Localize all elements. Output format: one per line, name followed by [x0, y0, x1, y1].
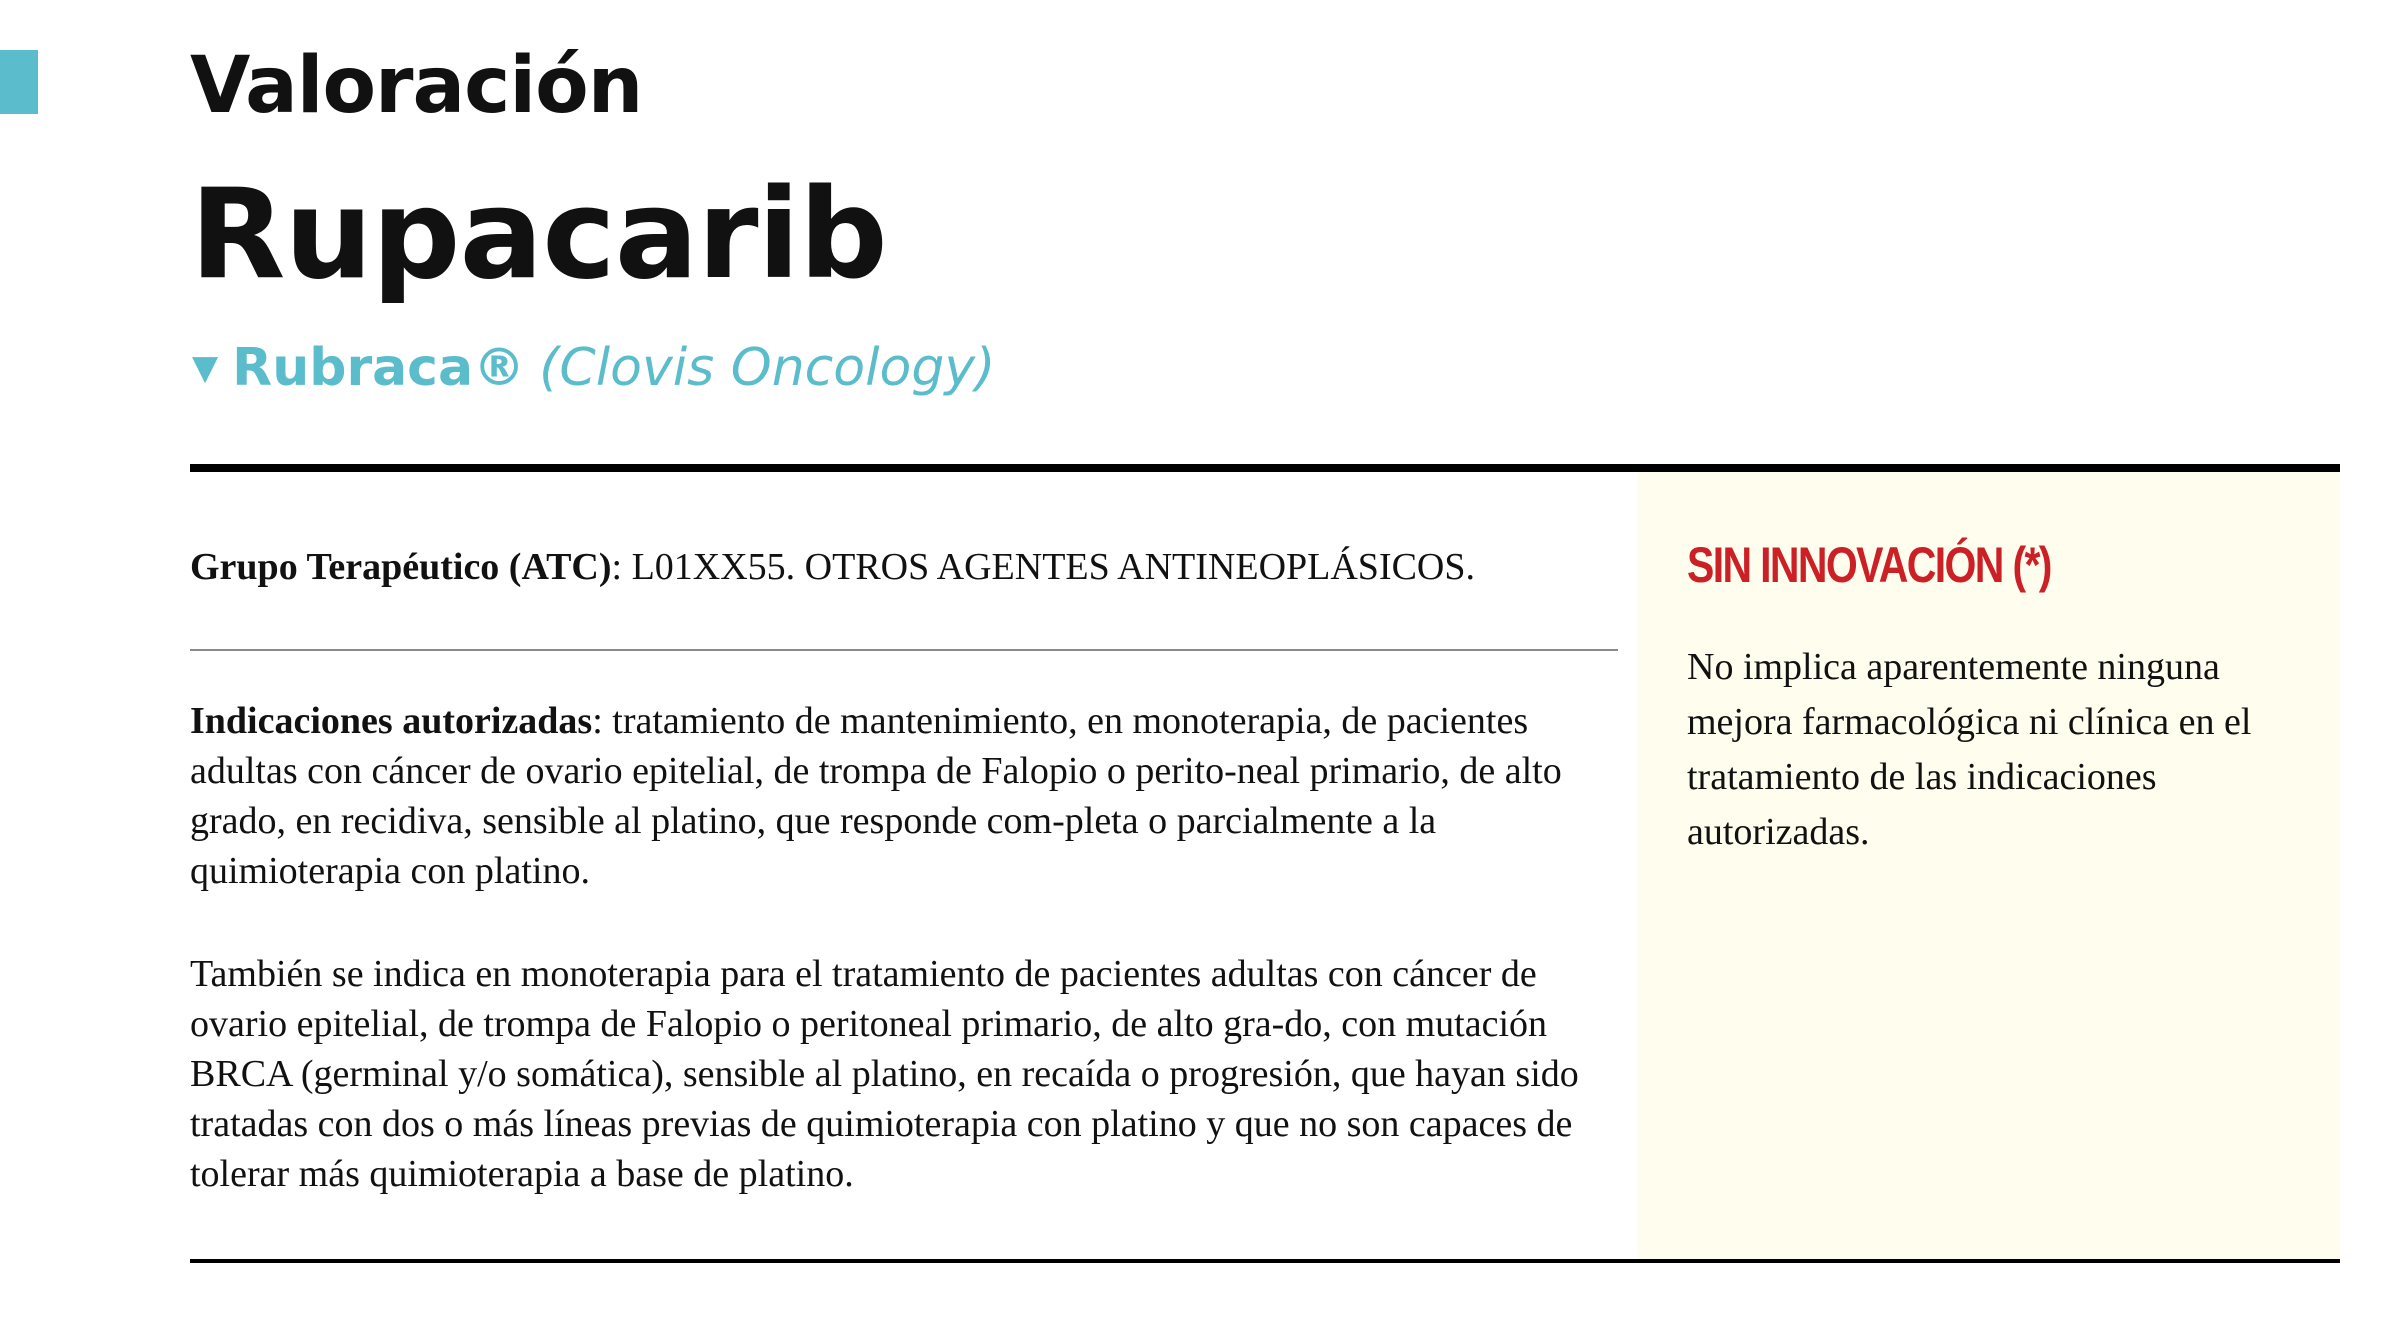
verdict-description: No implica aparentemente ninguna mejora farmacológica ni clínica en el tratamiento de las indicaciones autorizadas.	[1687, 646, 2252, 853]
company-name: (Clovis Oncology)	[539, 338, 996, 398]
accent-square	[0, 50, 38, 114]
top-divider	[190, 464, 2340, 472]
indications-label: Indicaciones autorizadas	[190, 700, 593, 742]
bottom-divider	[190, 1259, 2340, 1263]
brand-name: Rubraca®	[232, 338, 526, 398]
atc-label: Grupo Terapéutico (ATC)	[190, 546, 612, 588]
atc-group	[190, 542, 1620, 592]
indications-paragraph-1	[190, 696, 1620, 896]
section-label: Valoración	[190, 41, 643, 131]
indications-text-1: : tratamiento de mantenimiento, en monoterapia, de pacientes adultas con cáncer de ovario epitelial, de trompa de Falopio o perito-neal primario, de alto grado, en recidiva, sensible al platino, que responde com-pleta o parcialmente a la quimioterapia con platino.	[190, 700, 1562, 892]
section-divider	[190, 649, 1618, 651]
verdict-title: SIN INNOVACIÓN (*)	[1687, 537, 2051, 593]
verdict-panel	[1637, 472, 2340, 1259]
triangle-down-icon: ▼	[192, 348, 219, 388]
drug-name-title: Rupacarib	[190, 163, 887, 307]
indications-paragraph-2: También se indica en monoterapia para el tratamiento de pacientes adultas con cáncer de ovario epitelial, de trompa de Falopio o peritoneal primario, de alto gra-do, con mutación BRCA (germinal y/o somática), sensible al platino, en recaída o progresión, que hayan sido tratadas con dos o más líneas previas de quimioterapia con platino y que no son capaces de tolerar más quimioterapia a base de platino.	[190, 953, 1579, 1195]
brand-line	[192, 334, 995, 402]
atc-value: : L01XX55. OTROS AGENTES ANTINEOPLÁSICOS.	[611, 546, 1476, 588]
details-column	[190, 472, 1620, 1259]
